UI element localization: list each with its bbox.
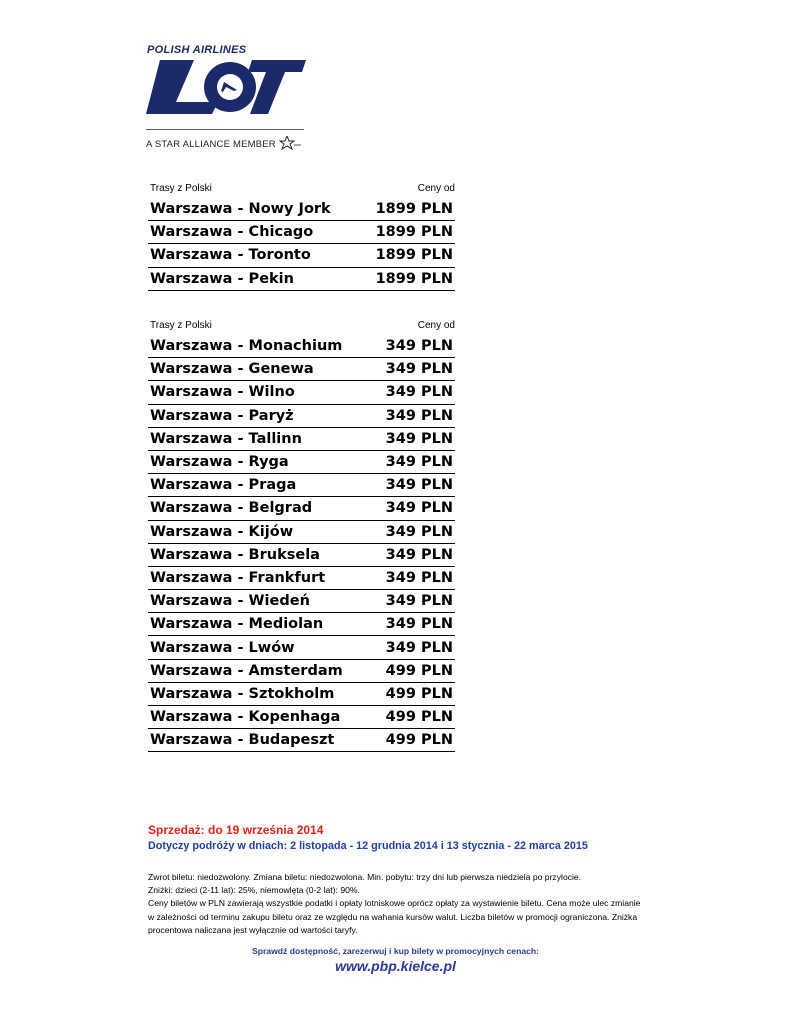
- table-row: [148, 590, 455, 613]
- table-row: [148, 268, 455, 291]
- table-row: [148, 221, 455, 244]
- star-alliance-text: A STAR ALLIANCE MEMBER: [146, 139, 276, 151]
- europe-table: [148, 317, 455, 752]
- table-row: [148, 613, 455, 636]
- lot-logo: [146, 44, 316, 152]
- route-name: Warszawa - Praga: [150, 477, 297, 494]
- terms-line: Zniżki: dzieci (2-11 lat): 25%, niemowlęta (0-2 lat): 90%.: [148, 885, 360, 896]
- route-price: 349 PLN: [385, 616, 453, 633]
- route-name: Warszawa - Belgrad: [150, 500, 313, 517]
- route-price: 349 PLN: [385, 593, 453, 610]
- table-row: [148, 381, 455, 404]
- table-row: [148, 567, 455, 590]
- route-name: Warszawa - Mediolan: [150, 616, 324, 633]
- route-price: 349 PLN: [385, 546, 453, 563]
- route-price: 349 PLN: [385, 338, 453, 355]
- website-link[interactable]: www.pbp.kielce.pl: [335, 958, 456, 974]
- route-price: 349 PLN: [385, 454, 453, 471]
- terms-line: Zwrot biletu: niedozwolony. Zmiana biletu: niedozwolona. Min. pobytu: trzy dni lub pierwsza niedziela po przylocie.: [148, 872, 582, 882]
- travel-dates: Dotyczy podróży w dniach: 2 listopada - 12 grudnia 2014 i 13 stycznia - 22 marca 2015: [148, 840, 588, 852]
- route-price: 349 PLN: [385, 384, 453, 401]
- route-price: 499 PLN: [385, 709, 453, 726]
- brand-tagline: POLISH AIRLINES: [147, 44, 247, 56]
- route-name: Warszawa - Nowy Jork: [150, 201, 331, 218]
- route-name: Warszawa - Tallinn: [150, 430, 302, 447]
- table-header: [148, 317, 455, 335]
- route-price: 349 PLN: [385, 361, 453, 378]
- route-price: 499 PLN: [385, 662, 453, 679]
- table-row: [148, 451, 455, 474]
- route-name: Warszawa - Ryga: [150, 454, 289, 471]
- table-row: [148, 683, 455, 706]
- table-header: [148, 180, 455, 198]
- table-row: [148, 660, 455, 683]
- promo-text: Sprawdź dostępność, zarezerwuj i kup bilety w promocyjnych cenach:: [251, 946, 539, 956]
- route-price: 499 PLN: [385, 685, 453, 702]
- route-name: Warszawa - Sztokholm: [150, 685, 335, 702]
- table-row: [148, 198, 455, 221]
- logo-divider: [146, 129, 304, 130]
- route-price: 499 PLN: [385, 732, 453, 749]
- route-name: Warszawa - Frankfurt: [150, 569, 326, 586]
- route-name: Warszawa - Amsterdam: [150, 662, 343, 679]
- route-name: Warszawa - Budapeszt: [150, 732, 335, 749]
- route-name: Warszawa - Kijów: [150, 523, 294, 540]
- route-name: Warszawa - Toronto: [150, 247, 311, 264]
- table-row: [148, 358, 455, 381]
- route-price: 349 PLN: [385, 639, 453, 656]
- col-price-header: Ceny od: [417, 320, 455, 331]
- route-name: Warszawa - Kopenhaga: [150, 709, 341, 726]
- route-name: Warszawa - Wiedeń: [150, 593, 310, 610]
- terms-line: Ceny biletów w PLN zawierają wszystkie podatki i opłaty lotniskowe oprócz opłaty za wystawienie biletu. Cena może ulec zmianie w zależności od terminu zakupu biletu oraz ze względu na wahania kursów walut. Liczba biletów w promocji ograniczona. Zniżka procentowa naliczana jest wyłącznie od wartości taryfy.: [148, 898, 641, 935]
- col-price-header: Ceny od: [417, 183, 455, 194]
- route-price: 1899 PLN: [375, 224, 453, 241]
- sale-deadline: Sprzedaż: do 19 września 2014: [148, 823, 324, 837]
- route-name: Warszawa - Wilno: [150, 384, 295, 401]
- route-name: Warszawa - Paryż: [150, 407, 294, 424]
- route-price: 349 PLN: [385, 407, 453, 424]
- star-alliance-icon: [279, 136, 301, 153]
- route-name: Warszawa - Genewa: [150, 361, 314, 378]
- table-row: [148, 497, 455, 520]
- col-route-header: Trasy z Polski: [150, 320, 212, 331]
- table-row: [148, 428, 455, 451]
- route-price: 349 PLN: [385, 430, 453, 447]
- route-name: Warszawa - Bruksela: [150, 546, 320, 563]
- table-row: [148, 405, 455, 428]
- table-row: [148, 729, 455, 752]
- terms-text: [148, 871, 648, 937]
- route-price: 349 PLN: [385, 523, 453, 540]
- route-price: 349 PLN: [385, 477, 453, 494]
- table-row: [148, 521, 455, 544]
- star-alliance-label: [146, 136, 301, 153]
- route-price: 1899 PLN: [375, 247, 453, 264]
- route-price: 1899 PLN: [375, 201, 453, 218]
- route-price: 349 PLN: [385, 569, 453, 586]
- col-route-header: Trasy z Polski: [150, 183, 212, 194]
- table-row: [148, 474, 455, 497]
- table-row: [148, 335, 455, 358]
- route-name: Warszawa - Monachium: [150, 338, 343, 355]
- route-price: 349 PLN: [385, 500, 453, 517]
- route-name: Warszawa - Lwów: [150, 639, 295, 656]
- lot-logo-mark: [146, 58, 306, 116]
- table-row: [148, 544, 455, 567]
- route-name: Warszawa - Chicago: [150, 224, 314, 241]
- long-haul-table: [148, 180, 455, 291]
- route-price: 1899 PLN: [375, 270, 453, 287]
- route-name: Warszawa - Pekin: [150, 270, 294, 287]
- table-row: [148, 244, 455, 267]
- table-row: [148, 636, 455, 659]
- table-row: [148, 706, 455, 729]
